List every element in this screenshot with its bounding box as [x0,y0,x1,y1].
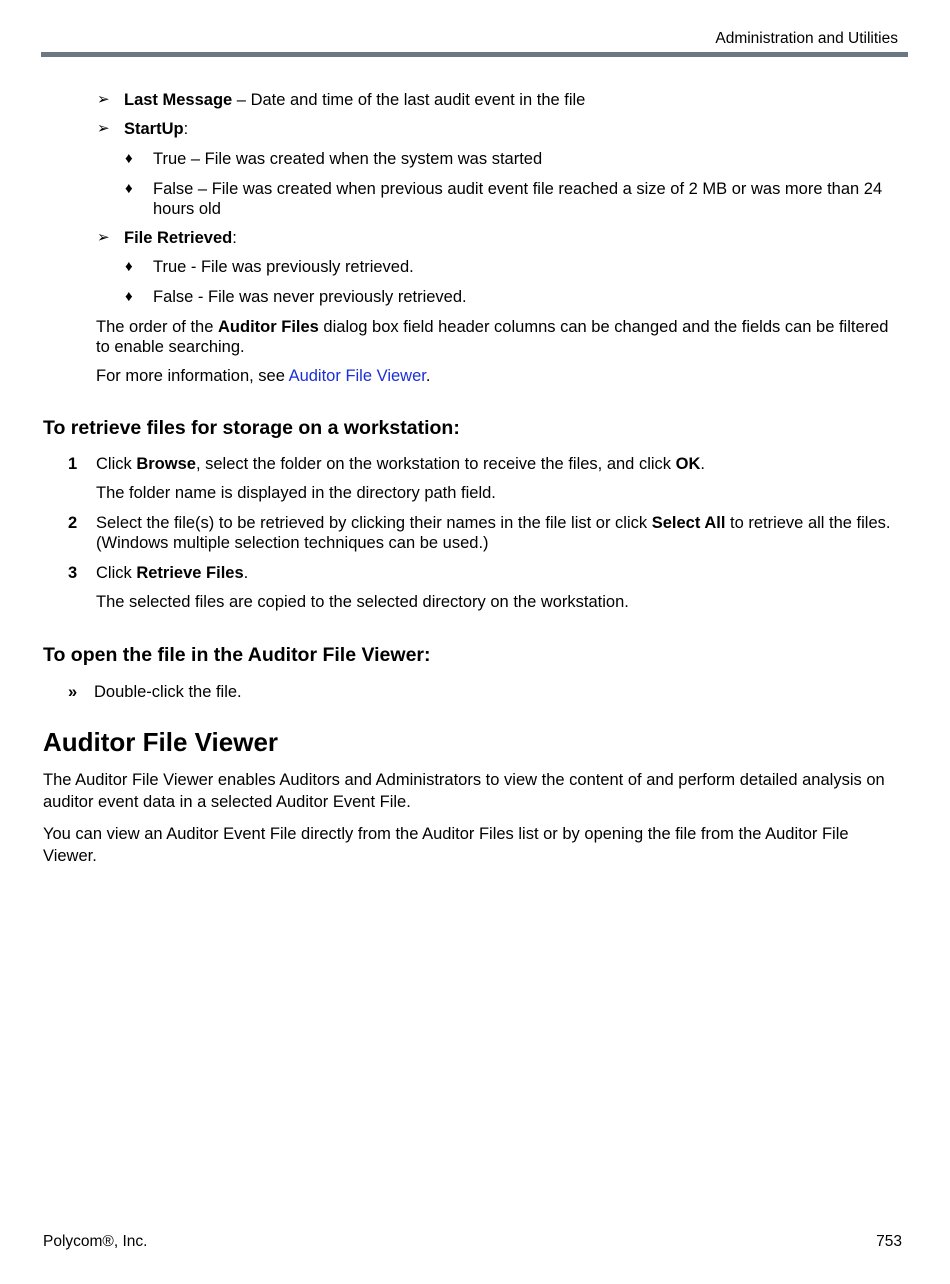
diamond-bullet-icon: ♦ [125,288,133,305]
step-1-result: The folder name is displayed in the directory path field. [96,484,496,502]
section-title: Auditor File Viewer [43,727,279,757]
open-step-text: Double-click the file. [94,683,242,701]
step-marker-icon: » [68,683,78,701]
diamond-bullet-icon: ♦ [125,150,133,167]
section-paragraph: The Auditor File Viewer enables Auditors and Administrators to view the content of and perform detailed analysis on auditor event data in a selected Auditor Event File. [43,771,885,811]
auditor-file-viewer-link[interactable]: Auditor File Viewer [288,367,426,385]
term-last-message: Last Message [124,91,233,109]
diamond-bullet-icon: ♦ [125,180,133,197]
step-number: 1 [68,455,78,473]
arrow-bullet-icon: ➢ [97,91,110,108]
arrow-bullet-icon: ➢ [97,229,110,246]
paragraph-more-info: For more information, see Auditor File Viewer. [96,367,431,385]
section-paragraph: You can view an Auditor Event File directly from the Auditor Files list or by opening the file from the Auditor File Viewer. [43,825,849,865]
step-1-text: Click Browse, select the folder on the workstation to receive the files, and click OK. [96,455,705,473]
heading-open-file: To open the file in the Auditor File Viewer: [43,644,431,666]
step-number: 2 [68,514,78,532]
step-3-result: The selected files are copied to the selected directory on the workstation. [96,593,629,611]
step-number: 3 [68,564,78,582]
paragraph-column-order: The order of the Auditor Files dialog box field header columns can be changed and the fields can be filtered to enable searching. [96,318,889,356]
running-header: Administration and Utilities [715,30,898,47]
diamond-bullet-icon: ♦ [125,258,133,275]
heading-retrieve-files: To retrieve files for storage on a workstation: [43,417,460,439]
step-2-text: Select the file(s) to be retrieved by clicking their names in the file list or click Select All to retrieve all the files. (Windows multiple selection techniques can be used.) [96,514,891,552]
page-number: 753 [876,1233,902,1250]
footer-company: Polycom®, Inc. [43,1233,148,1250]
term-file-retrieved: File Retrieved [124,229,233,247]
header-rule [41,52,908,57]
arrow-bullet-icon: ➢ [97,120,110,137]
term-startup: StartUp [124,120,184,138]
step-3-text: Click Retrieve Files. [96,564,249,582]
